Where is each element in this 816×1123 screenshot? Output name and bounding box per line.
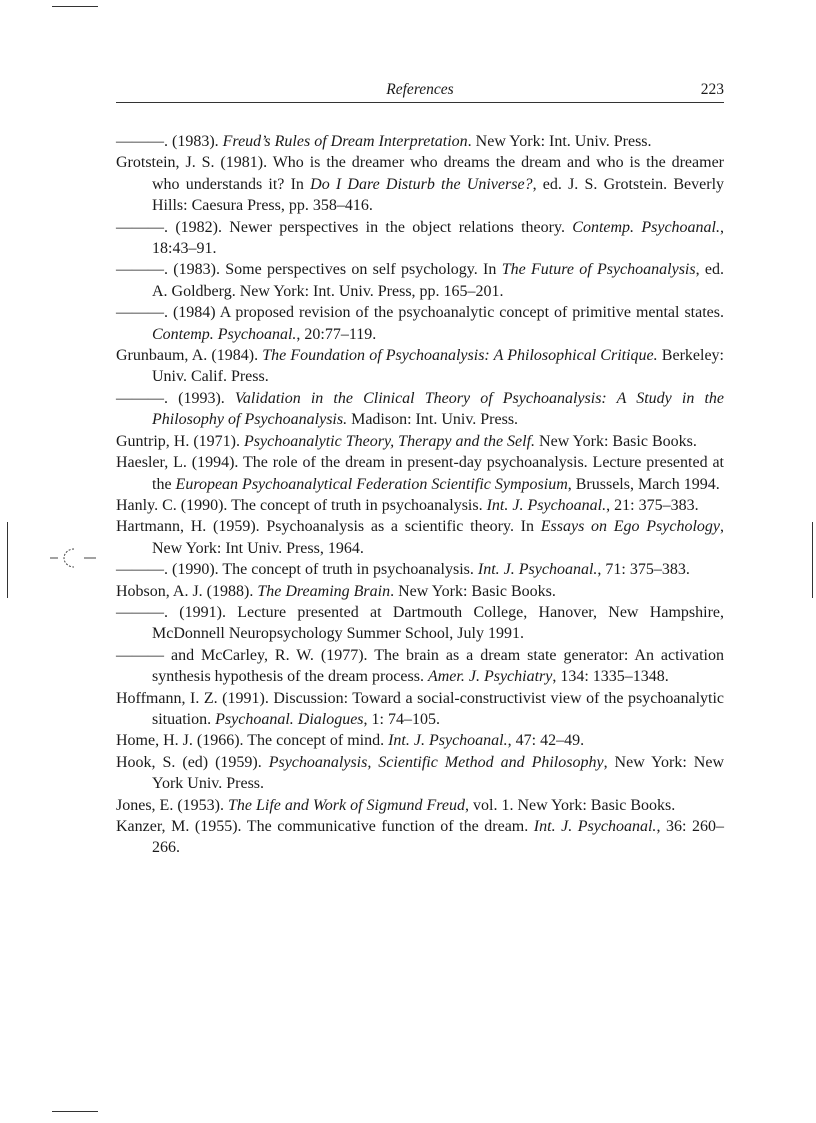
crop-mark-top [52,6,98,7]
margin-mark-right [812,522,813,598]
page-header [116,80,724,103]
reference-entry: Guntrip, H. (1971). Psychoanalytic Theory, Therapy and the Self. New York: Basic Books. [116,432,697,450]
reference-entry: Hartmann, H. (1959). Psychoanalysis as a scientific theory. In Essays on Ego Psychology, New York: Int Univ. Press, 1964. [116,518,724,557]
reference-entry: Grunbaum, A. (1984). The Foundation of Psychoanalysis: A Philosophical Critique. Berkeley: Univ. Calif. Press. [116,347,724,386]
running-title: References [386,81,454,98]
margin-mark-left [7,522,8,598]
reference-list [116,131,724,859]
reference-entry: Jones, E. (1953). The Life and Work of Sigmund Freud, vol. 1. New York: Basic Books. [116,796,676,814]
reference-entry: ———. (1983). Freud’s Rules of Dream Interpretation. New York: Int. Univ. Press. [116,133,652,150]
reference-entry: ———. (1990). The concept of truth in psychoanalysis. Int. J. Psychoanal., 71: 375–383. [116,561,690,579]
page-number: 223 [700,81,724,98]
reference-entry: Hook, S. (ed) (1959). Psychoanalysis, Scientific Method and Philosophy, New York: New York Univ. Press. [116,753,725,793]
reference-entry: ———. (1983). Some perspectives on self psychology. In The Future of Psychoanalysis, ed. A. Goldberg. New York: Int. Univ. Press, pp. 165–201. [116,261,725,300]
crop-mark-bottom [52,1111,98,1112]
reference-entry: Home, H. J. (1966). The concept of mind. Int. J. Psychoanal., 47: 42–49. [116,732,585,750]
reference-entry: ——— and McCarley, R. W. (1977). The brain as a dream state generator: An activation synthesis hypothesis of the dream process. Amer. J. Psychiatry, 134: 1335–1348. [116,646,724,686]
reference-entry: ———. (1984) A proposed revision of the psychoanalytic concept of primitive mental states. Contemp. Psychoanal., 20:77–119. [116,304,724,343]
reference-entry: ———. (1991). Lecture presented at Dartmouth College, Hanover, New Hampshire, McDonnell Neuropsychology Summer School, July 1991. [116,603,724,643]
reference-entry: Hanly. C. (1990). The concept of truth in psychoanalysis. Int. J. Psychoanal., 21: 375–383. [116,496,699,514]
reference-entry: ———. (1993). Validation in the Clinical Theory of Psychoanalysis: A Study in the Philosophy of Psychoanalysis. Madison: Int. Univ. Press. [116,389,725,429]
reference-entry: Hobson, A. J. (1988). The Dreaming Brain. New York: Basic Books. [116,582,556,600]
reference-entry: ———. (1982). Newer perspectives in the object relations theory. Contemp. Psychoanal., 18:43–91. [116,218,725,258]
reference-entry: Kanzer, M. (1955). The communicative function of the dream. Int. J. Psychoanal., 36: 260–266. [116,818,724,857]
reference-entry: Haesler, L. (1994). The role of the dream in present-day psychoanalysis. Lecture presented at the European Psychoanalytical Federation Scientific Symposium, Brussels, March 1994. [116,454,724,493]
registration-mark-icon [44,545,100,571]
reference-entry: Grotstein, J. S. (1981). Who is the dreamer who dreams the dream and who is the dreamer who understands it? In Do I Dare Disturb the Universe?, ed. J. S. Grotstein. Beverly Hills: Caesura Press, pp. 358–416. [116,154,725,215]
reference-entry: Hoffmann, I. Z. (1991). Discussion: Toward a social-constructivist view of the psychoanalytic situation. Psychoanal. Dialogues, 1: 74–105. [116,689,724,728]
